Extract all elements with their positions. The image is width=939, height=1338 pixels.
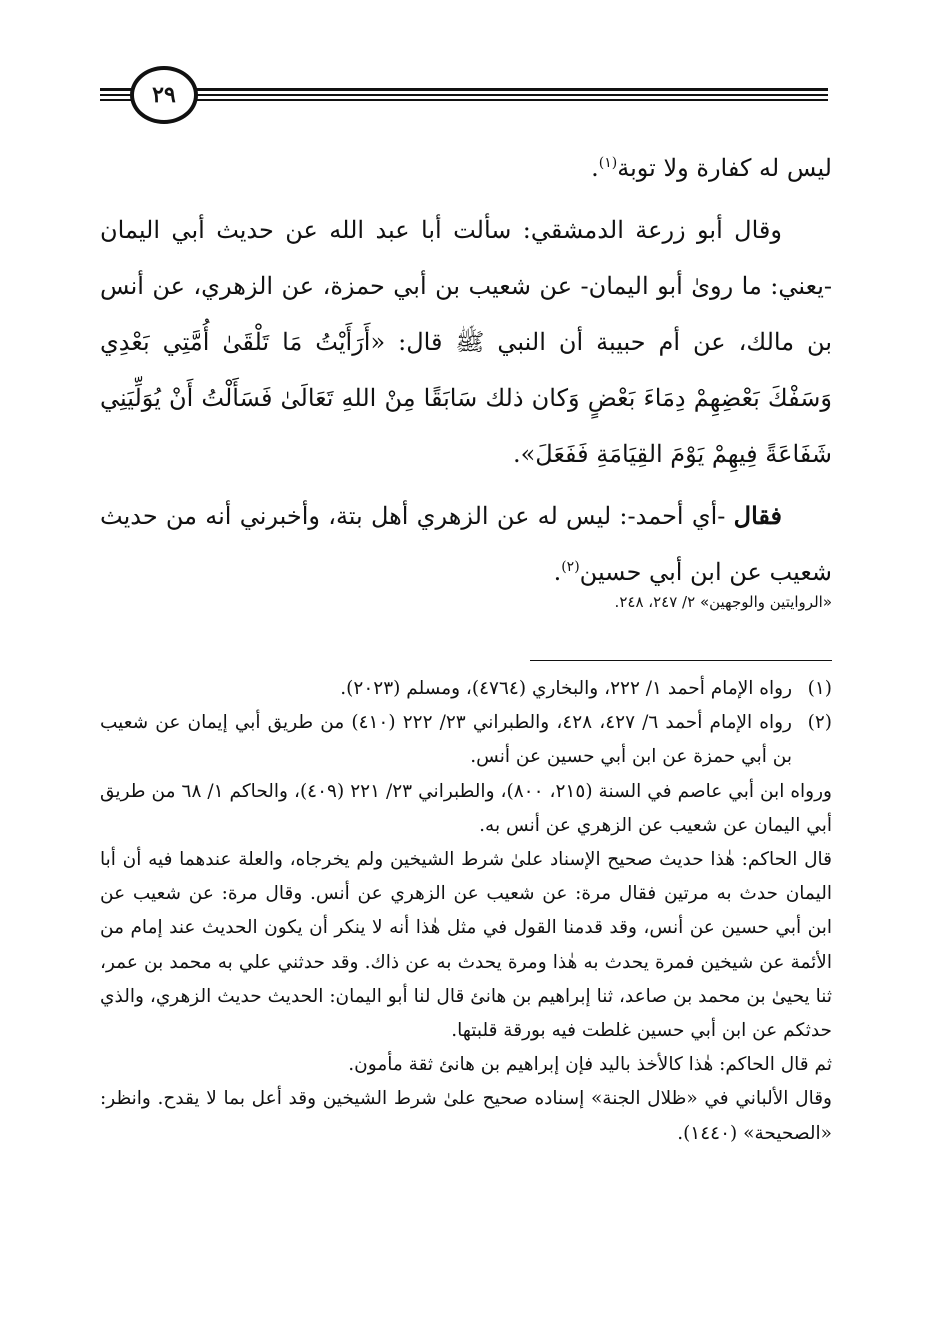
footnote-divider	[530, 660, 832, 661]
footnote-line: ثم قال الحاكم: هٰذا كالأخذ باليد فإن إبراهيم بن هانئ ثقة مأمون.	[348, 1054, 832, 1076]
paragraph-1	[100, 140, 832, 196]
page-header	[100, 68, 828, 128]
paragraph-3	[100, 488, 832, 600]
paragraph-2: وقال أبو زرعة الدمشقي: سألت أبا عبد الله عن حديث أبي اليمان -يعني: ما روىٰ أبو اليمان- عن شعيب بن أبي حمزة، عن الزهري، عن أنس بن مالك، عن أم حبيبة أن النبي ﷺ قال: «أَرَأَيْتُ مَا تَلْقَىٰ أُمَّتِي بَعْدِي وَسَفْكَ بَعْضِهِمْ دِمَاءَ بَعْضٍ وَكان ذلك سَابَقًا مِنْ اللهِ تَعَالَىٰ فَسَأَلْتُ أَنْ يُوَلِّيَنِي شَفَاعَةً فِيهِمْ يَوْمَ القِيَامَةِ فَفَعَلَ».	[100, 216, 832, 468]
footnote-line: رواه الإمام أحمد ١/ ٢٢٢، والبخاري (٤٧٦٤)، ومسلم (٢٠٢٣).	[340, 678, 792, 699]
main-text	[100, 140, 832, 600]
footnote-ref-1[interactable]: (١)	[598, 155, 618, 171]
paragraph-text: -أي أحمد-: ليس له عن الزهري أهل بتة، وأخبرني أنه من حديث شعيب عن ابن أبي حسين	[100, 502, 832, 586]
footnote-line: رواه الإمام أحمد ٦/ ٤٢٧، ٤٢٨، والطبراني ٢٣/ ٢٢٢ (٤١٠) من طريق أبي إيمان عن شعيب بن أبي حمزة عن ابن أبي حسين عن أنس.	[100, 712, 792, 768]
period: .	[591, 154, 599, 182]
header-rule	[100, 99, 828, 101]
footnote-number: (١)	[807, 678, 832, 699]
header-rule	[100, 94, 828, 96]
period: .	[553, 558, 562, 586]
footnote-2	[100, 706, 832, 774]
page-number: ٢٩	[130, 66, 198, 124]
footnote-line: ورواه ابن أبي عاصم في السنة (٢١٥، ٨٠٠)، والطبراني ٢٣/ ٢٢١ (٤٠٩)، والحاكم ١/ ٦٨ من طريق أبي اليمان عن شعيب عن الزهري عن أنس به.	[100, 780, 832, 836]
footnote-1	[100, 672, 832, 706]
footnotes	[100, 672, 832, 1151]
header-rule	[100, 88, 828, 91]
source-citation: «الروايتين والوجهين» ٢/ ٢٤٧، ٢٤٨.	[614, 593, 832, 611]
footnote-line: وقال الألباني في «ظلال الجنة» إسناده صحيح علىٰ شرط الشيخين وقد أعل بما لا يقدح. وانظر: «الصحيحة» (١٤٤٠).	[100, 1088, 832, 1144]
fqal-word: فقال	[733, 501, 782, 530]
footnote-continuation	[100, 775, 832, 1151]
footnote-number: (٢)	[807, 712, 832, 734]
paragraph-text: ليس له كفارة ولا توبة	[617, 154, 832, 182]
footnote-ref-2[interactable]: (٢)	[561, 559, 580, 575]
footnote-line: قال الحاكم: هٰذا حديث صحيح الإسناد علىٰ شرط الشيخين ولم يخرجاه، والعلة عندهما فيه أن أبا اليمان حدث به مرتين فقال مرة: عن شعيب عن الزهري عن أنس. وقال مرة: عن شعيب عن ابن أبي حسين عن أنس، وقد قدمنا القول في مثل هٰذا أنه لا ينكر أن يكون الحديث عند إمام من الأئمة عن شيخين فمرة يحدث به هٰذا ومرة يحدث به عن ذاك. وقد حدثني علي به محمد بن عمر، ثنا يحيىٰ بن محمد بن صاعد، ثنا إبراهيم بن هانئ قال لنا أبو اليمان: الحديث حديث الزهري، والذي حدثكم عن ابن أبي حسين غلطت فيه بورقة قلبتها.	[100, 849, 832, 1042]
